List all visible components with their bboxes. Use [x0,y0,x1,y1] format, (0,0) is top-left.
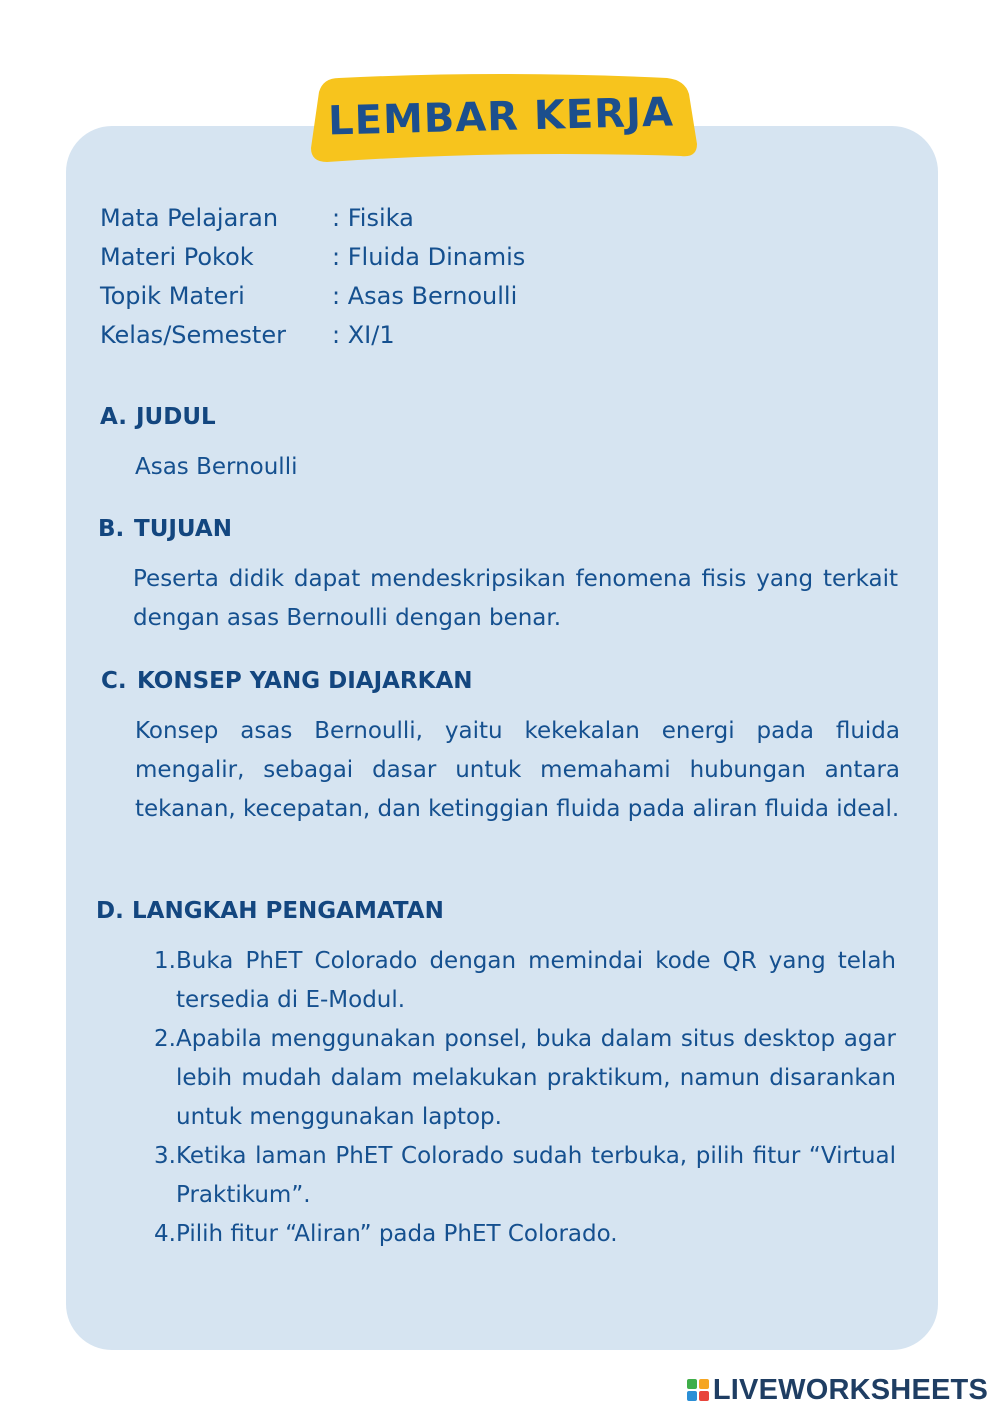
info-row-class [100,316,525,355]
info-row-topic [100,238,525,277]
section-title: LANGKAH PENGAMATAN [132,898,444,924]
info-label: Topik Materi [100,282,245,310]
info-label: Materi Pokok [100,243,254,271]
section-a-heading [100,404,216,430]
liveworksheets-brand[interactable] [687,1372,988,1408]
step-text: Pilih fitur “Aliran” pada PhET Colorado. [176,1221,618,1247]
section-letter: D. [96,898,124,924]
section-c-heading [101,668,473,694]
info-value: : Fisika [332,204,414,232]
step-text: Buka PhET Colorado dengan memindai kode QR yang telah tersedia di E-Modul. [176,948,896,1013]
step-item [150,1137,896,1215]
info-value: : XI/1 [332,321,395,349]
section-b-body: Peserta didik dapat mendeskripsikan fenomena fisis yang terkait dengan asas Bernoulli dengan benar. [133,566,898,631]
info-label: Mata Pelajaran [100,204,279,232]
step-text: Apabila menggunakan ponsel, buka dalam situs desktop agar lebih mudah dalam melakukan praktikum, namun disarankan untuk menggunakan laptop. [176,1026,896,1130]
observation-steps [150,942,896,1254]
step-number: 3. [154,1143,176,1169]
info-row-material [100,277,525,316]
step-item [150,942,896,1020]
step-text: Ketika laman PhET Colorado sudah terbuka, pilih fitur “Virtual Praktikum”. [176,1143,896,1208]
liveworksheets-logo-icon [687,1379,709,1401]
info-value: : Asas Bernoulli [332,282,518,310]
section-title: KONSEP YANG DIAJARKAN [137,668,473,694]
section-letter: B. [98,516,125,542]
section-letter: A. [100,404,127,430]
subject-info [100,199,525,355]
info-row-subject [100,199,525,238]
section-b-heading [98,516,232,542]
info-value: : Fluida Dinamis [332,243,526,271]
page-title: LEMBAR KERJA [327,89,675,145]
section-letter: C. [101,668,127,694]
step-number: 2. [154,1026,176,1052]
step-item [150,1020,896,1137]
step-number: 4. [154,1221,176,1247]
brand-name: LIVEWORKSHEETS [712,1373,988,1406]
title-banner [305,72,697,162]
section-title: TUJUAN [134,516,232,542]
section-d-heading [96,898,444,924]
step-item [150,1215,896,1254]
section-c-body: Konsep asas Bernoulli, yaitu kekekalan energi pada fluida mengalir, sebagai dasar untuk memahami hubungan antara tekanan, kecepatan, dan ketinggian fluida pada aliran fluida ideal. [135,718,900,822]
step-number: 1. [154,948,176,974]
info-label: Kelas/Semester [100,321,286,349]
section-title: JUDUL [136,404,216,430]
section-a-body: Asas Bernoulli [135,454,298,480]
